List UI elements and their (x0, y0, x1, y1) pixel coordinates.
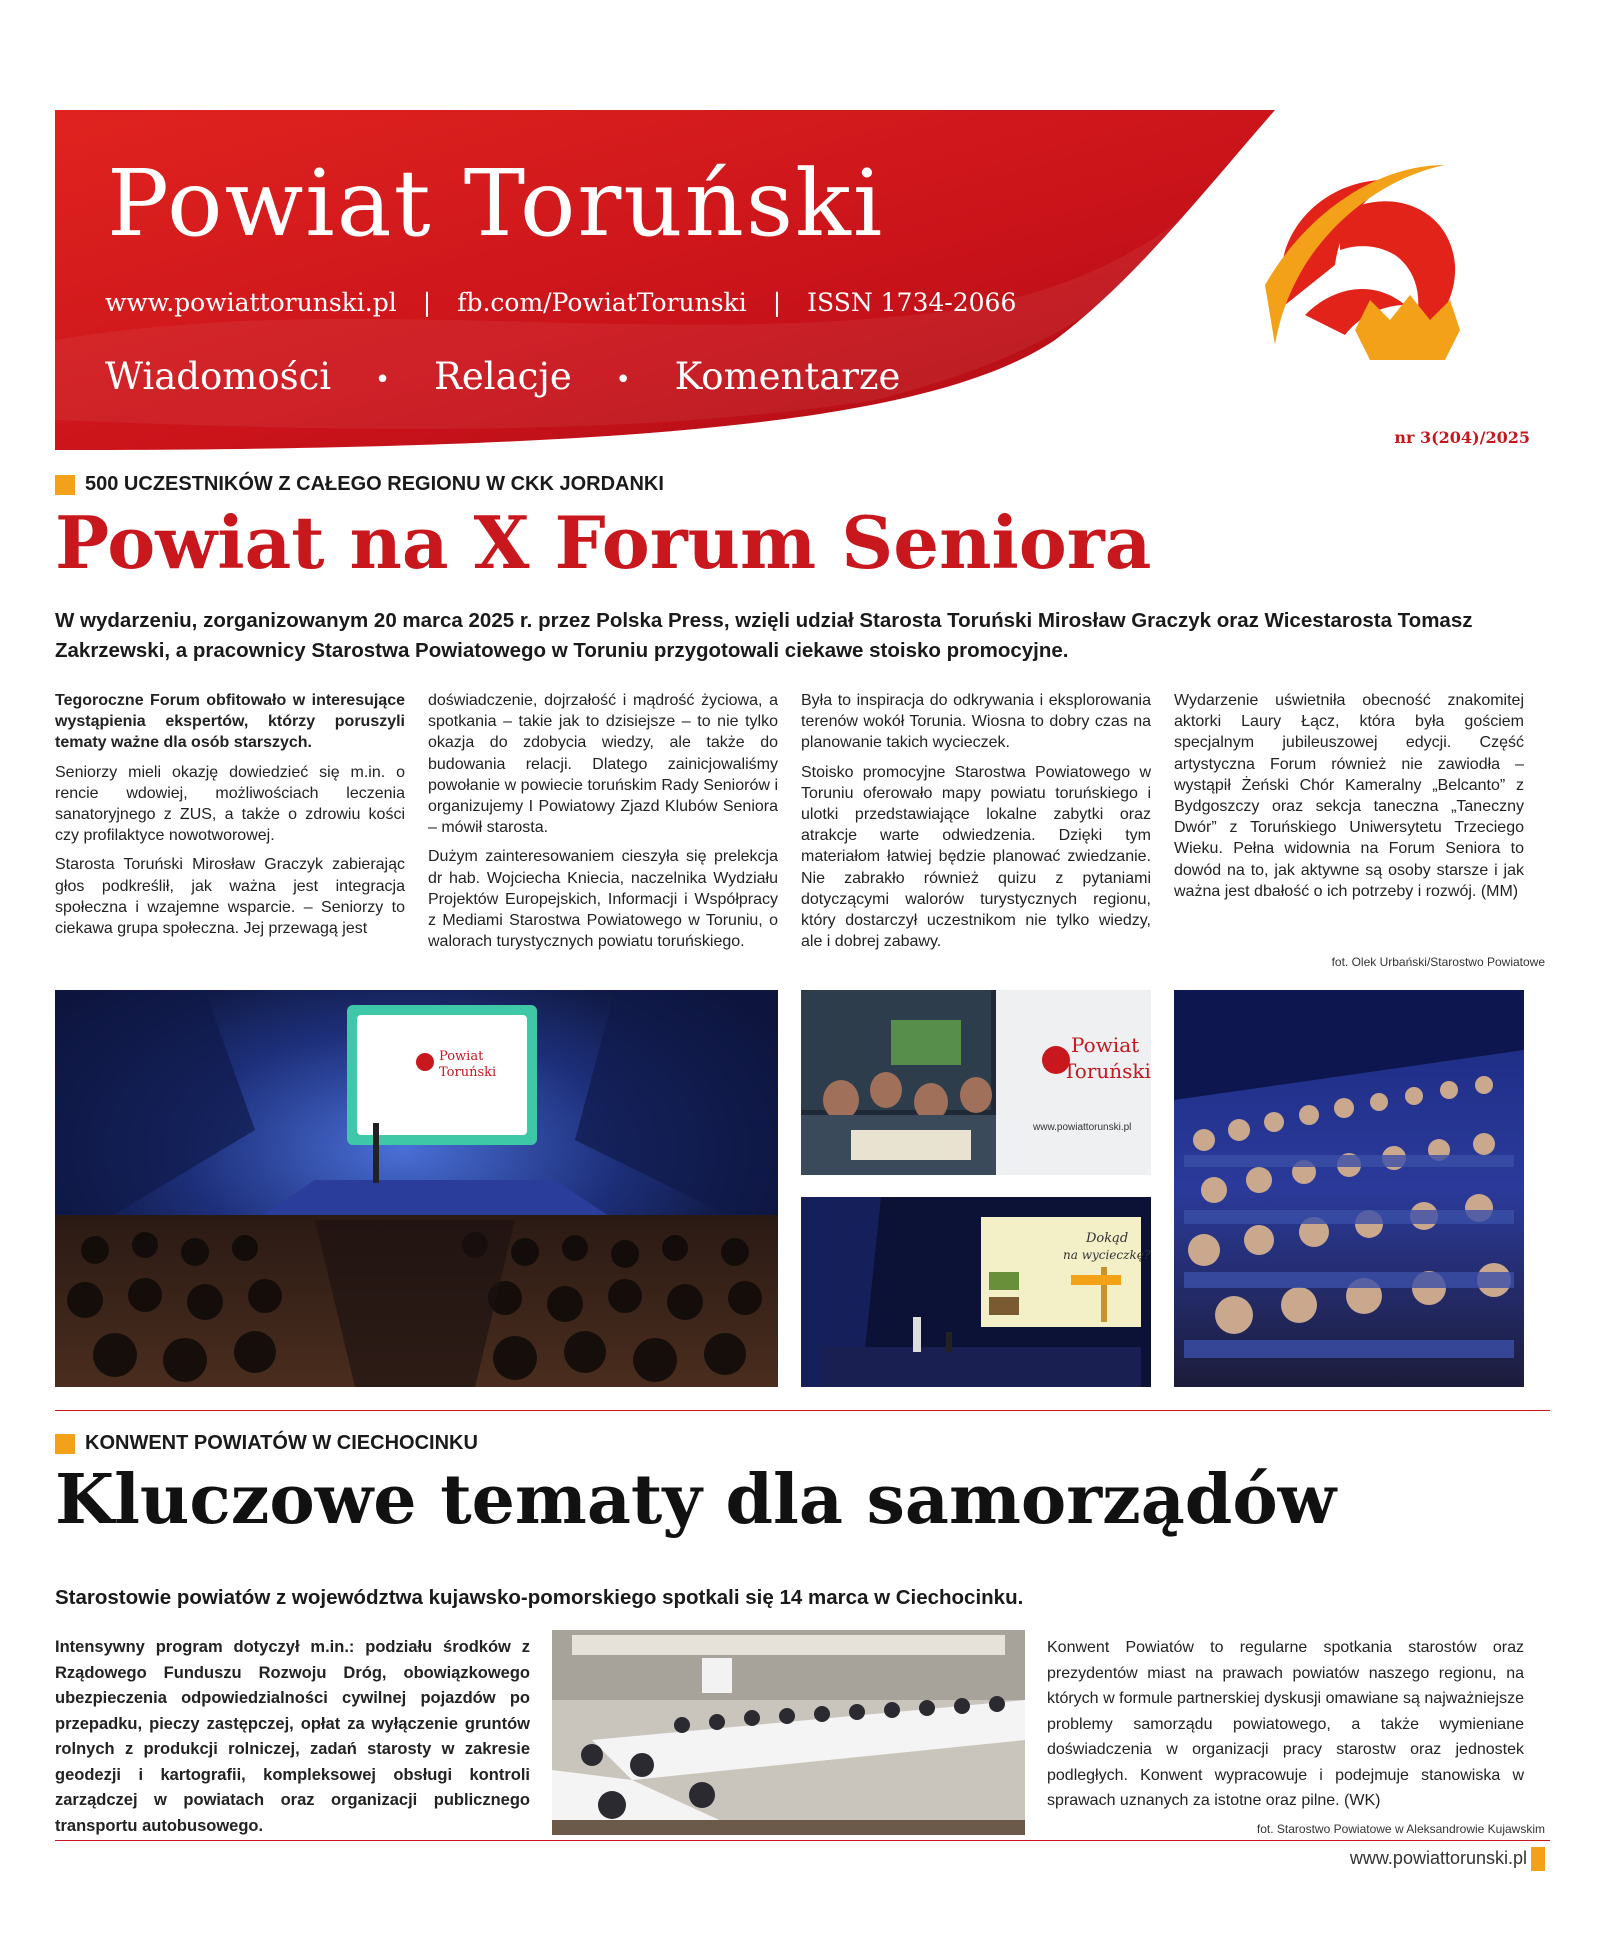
paragraph: Starosta Toruński Mirosław Graczyk zabierając głos podkreślił, jak ważna jest integracja społeczna i wzajemne wsparcie. – Seniorzy to ciekawa grupa społeczna. Jej przewagą jest (55, 856, 405, 938)
masthead-sections (105, 355, 900, 398)
banner-logo-text: Powiat (1071, 1033, 1140, 1057)
paragraph: doświadczenie, dojrzałość i mądrość życiowa, a spotkania – takie jak to dzisiejsze – to nie tylko okazja do zdobycia wiedzy, ale także do budowania relacji. Dlatego zainicjowaliśmy powołanie w powiecie toruńskim Rady Seniorów i organizujemy I Powiatowy Zjazd Klubów Seniora – mówił starosta. (428, 692, 778, 837)
article1-column-4 (1174, 690, 1524, 910)
separator: | (772, 288, 782, 317)
article1-lead: W wydarzeniu, zorganizowanym 20 marca 2025 r. przez Polska Press, wzięli udział Starosta Toruński Mirosław Graczyk oraz Wicestarosta Tomasz Zakrzewski, a pracownicy Starostwa Powiatowego w Toruniu przygotowali ciekawe stoisko promocyjne. (55, 609, 1473, 662)
paragraph: Była to inspiracja do odkrywania i eksplorowania terenów wokół Torunia. Wiosna to dobry czas na planowanie takich wycieczek. (801, 692, 1151, 752)
article2-column-1: Intensywny program dotyczył m.in.: podziału środków z Rządowego Funduszu Rozwoju Dróg, obowiązkowego ubezpieczenia odpowiedzialności cywilnej pojazdów po przepadku, pieczy zastępczej, opłat za wyłączenie gruntów rolnych z produkcji rolniczej, zadań starosty w zakresie geodezji i kartografii, kompleksowej obsługi kontroli zarządczej w powiatach oraz organizacji publicznego transportu autobusowego. (55, 1638, 530, 1835)
bullet: • (615, 364, 631, 395)
article1-column-1 (55, 690, 405, 947)
article1-photo-credit: fot. Olek Urbański/Starostwo Powiatowe (1331, 955, 1545, 969)
section-relacje: Relacje (434, 355, 572, 398)
paragraph: Seniorzy mieli okazję dowiedzieć się m.in. o rencie wdowiej, możliwościach leczenia sanatoryjnego z ZUS, a także o zdrowiu kości czy profilaktyce nowotworowej. (55, 763, 405, 845)
banner-logo-text: Toruński (1063, 1059, 1151, 1083)
slide-question-text: Dokąd (1086, 1231, 1129, 1246)
photo-konwent-meeting (552, 1630, 1025, 1835)
photo-forum-stage (55, 990, 778, 1387)
kicker-square-icon (55, 1434, 75, 1454)
screen-logo-text: Toruński (439, 1065, 497, 1080)
facebook-link[interactable]: fb.com/PowiatTorunski (457, 288, 747, 317)
article2-photo-credit: fot. Starostwo Powiatowe w Aleksandrowie Kujawskim (1256, 1822, 1545, 1836)
slide-question-text: na wycieczkę? (1063, 1248, 1151, 1262)
paragraph: Tegoroczne Forum obfitowało w interesujące wystąpienia ekspertów, którzy poruszyli tematy ważne dla osób starszych. (55, 692, 405, 752)
masthead-links (105, 288, 1016, 317)
issue-number: nr 3(204)/2025 (1394, 428, 1530, 447)
section-komentarze: Komentarze (674, 355, 901, 398)
article2-lead: Starostowie powiatów z województwa kujawsko-pomorskiego spotkali się 14 marca w Ciechocinku. (55, 1586, 1024, 1609)
paragraph: Stoisko promocyjne Starostwa Powiatowego w Toruniu oferowało mapy powiatu toruńskiego i ulotki przedstawiające lokalne zabytki oraz atrakcje warte odwiedzenia. Dzięki tym materiałom łatwiej będzie planować zwiedzanie. Nie zabrakło również quizu z pytaniami dotyczącymi walorów turystycznych regionu, który dostarczył uczestnikom nie tylko wiedzy, ale i dobrej zabawy. (801, 763, 1151, 951)
kicker-square-icon (55, 475, 75, 495)
paragraph: Dużym zainteresowaniem cieszyła się prelekcja dr hab. Wojciecha Kniecia, naczelnika Wydziału Projektów Europejskich, Informacji i Współpracy z Mediami Starostwa Powiatowego w Toruniu, o walorach turystycznych powiatu toruńskiego. (428, 848, 778, 951)
eagle-crown-emblem-icon (1245, 155, 1475, 385)
masthead (55, 110, 1545, 450)
banner-url-text: www.powiattorunski.pl (1033, 1122, 1132, 1133)
article2-headline: Kluczowe tematy dla samorządów (55, 1460, 1337, 1540)
paragraph: Wydarzenie uświetniła obecność znakomitej aktorki Laury Łącz, która była gościem specjalnym jubileuszowej edycji. Część artystyczna Forum również nie zawiodła – wystąpił Żeński Chór Kameralny „Belcanto” z Bydgoszczy oraz sekcja taneczna „Taneczny Dwór” z Toruńskiego Uniwersytetu Trzeciego Wieku. Pełna widownia na Forum Seniora to dowód na to, jak aktywne są osoby starsze i jak ważna jest dbałość o ich potrzeby i rozwój. (MM) (1174, 692, 1524, 900)
article1-column-2 (428, 690, 778, 960)
article1-kicker (55, 473, 664, 496)
article2-column-2: Konwent Powiatów to regularne spotkania starostów oraz prezydentów miast na prawach powiatów naszego regionu, na których w formule partnerskiej dyskusji omawiane są najważniejsze problemy samorządu powiatowego, a także wymieniane doświadczenia w organizacji pracy starostw oraz jednostek podległych. Konwent wypracowuje i podejmuje stanowiska w sprawach uznanych za istotne oraz pilne. (WK) (1047, 1639, 1524, 1809)
article1-headline: Powiat na X Forum Seniora (55, 500, 1152, 585)
bullet: • (374, 364, 391, 395)
kicker-text: 500 UCZESTNIKÓW Z CAŁEGO REGIONU W CKK JORDANKI (85, 473, 664, 495)
screen-logo-text: Powiat (439, 1049, 484, 1064)
footer-website-link[interactable]: www.powiattorunski.pl (1349, 1848, 1527, 1868)
masthead-title: Powiat Toruński (107, 150, 885, 257)
website-link[interactable]: www.powiattorunski.pl (105, 288, 397, 317)
article1-column-3 (801, 690, 1151, 960)
article2-kicker (55, 1432, 478, 1455)
separator: | (422, 288, 432, 317)
photo-presentation-slide (801, 1197, 1151, 1387)
kicker-text: KONWENT POWIATÓW W CIECHOCINKU (85, 1432, 478, 1454)
footer-divider (55, 1840, 1550, 1841)
section-divider (55, 1410, 1550, 1411)
issn: ISSN 1734-2066 (807, 288, 1017, 317)
photo-promo-stand (801, 990, 1151, 1175)
section-wiadomosci: Wiadomości (105, 355, 332, 398)
photo-audience (1174, 990, 1524, 1387)
footer-square-icon (1531, 1847, 1545, 1871)
